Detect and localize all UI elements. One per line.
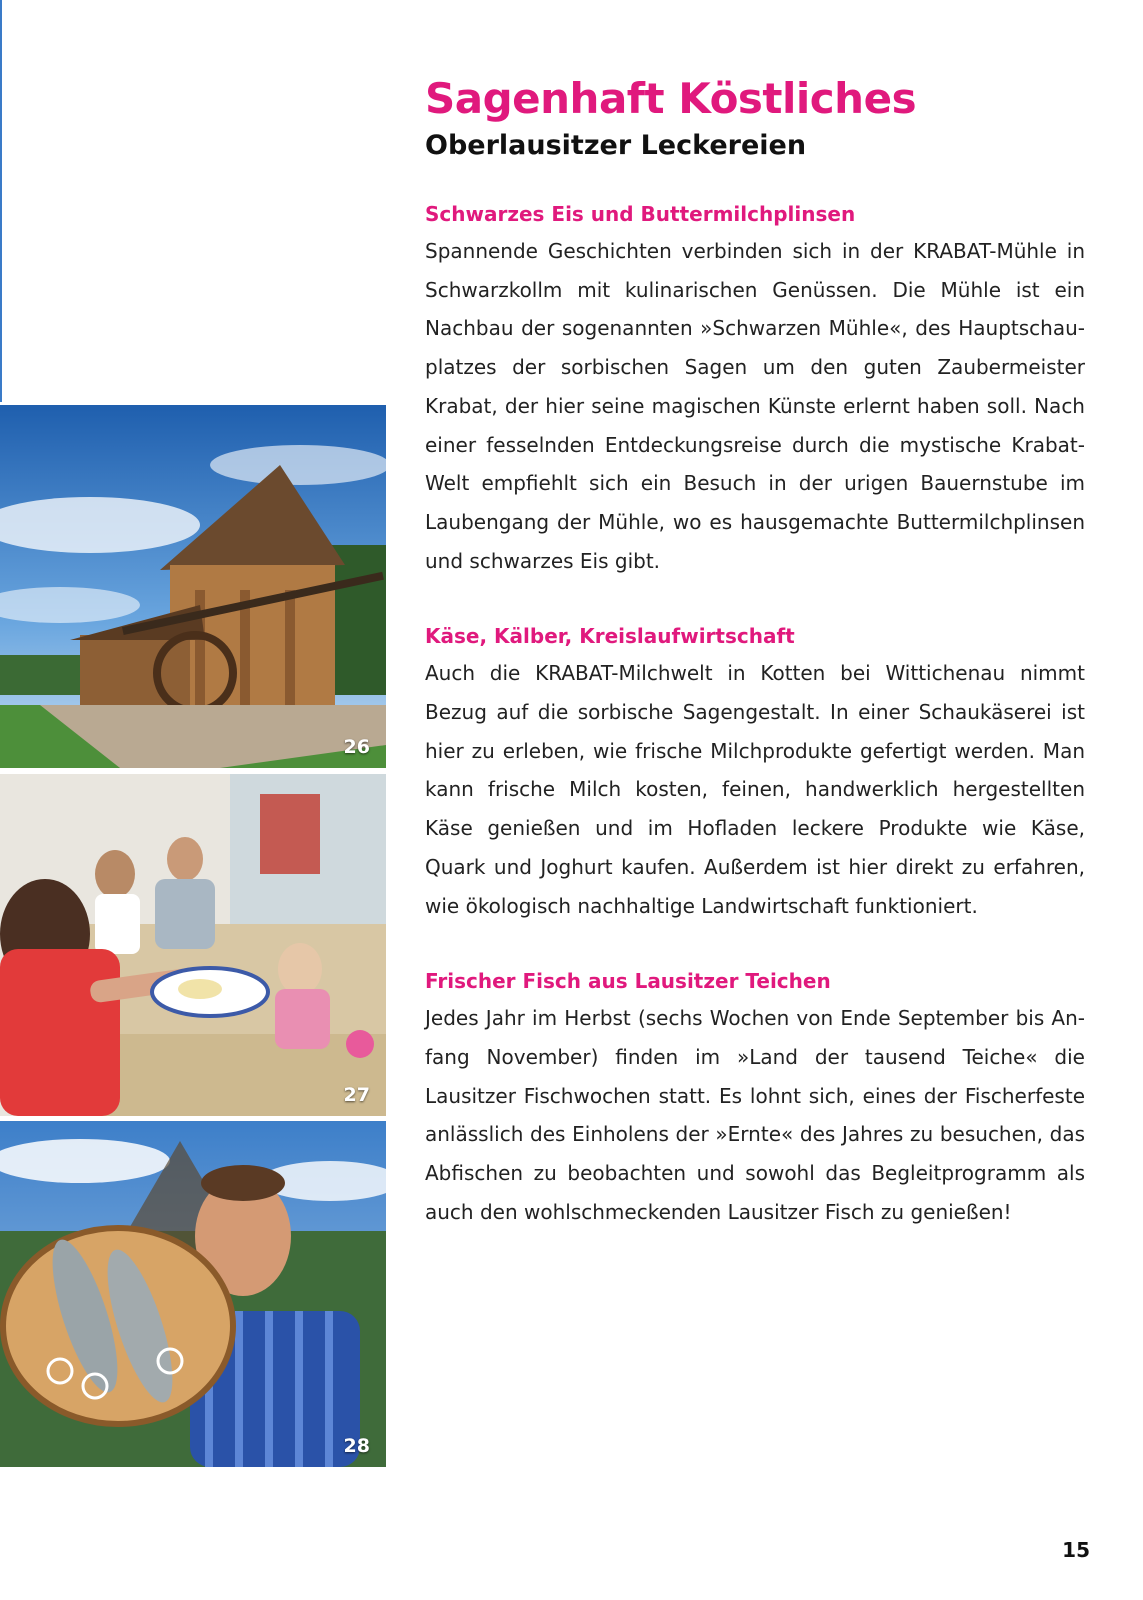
section-body: Spannende Geschichten verbinden sich in der KRABAT-Mühle in Schwarzkollm mit kulinarischen Genüssen. Die Mühle ist ein Nachbau der sogenannten »Schwarzen Mühle«, des Hauptschauplatzes der sorbischen Sagen um den guten Zaubermeister Krabat, der hier seine magischen Künste erlernt haben soll. Nach einer fesselnden Entdeckungsreise durch die mystische Krabat-Welt empfiehlt sich ein Besuch in der urigen Bauernstube im Laubengang der Mühle, wo es hausgemachte Buttermilchplinsen und schwarzes Eis gibt. xyxy=(425,239,1085,573)
section-body: Jedes Jahr im Herbst (sechs Wochen von Ende September bis Anfang November) finden im »Land der tausend Teiche« die Lausitzer Fischwochen statt. Es lohnt sich, eines der Fischerfeste anlässlich des Einholens der »Ernte« des Jahres zu besuchen, das Abfischen zu beobachten und sowohl das Begleitprogramm als auch den wohlschmeckenden Lausitzer Fisch zu genießen! xyxy=(425,1006,1085,1224)
section-body: Auch die KRABAT-Milchwelt in Kotten bei Wittichenau nimmt Bezug auf die sorbische Sagengestalt. In einer Schaukäserei ist hier zu erleben, wie frische Milchprodukte gefertigt werden. Man kann frische Milch kosten, feinen, handwerklich hergestellten Käse genießen und im Hofladen leckere Produkte wie Käse, Quark und Joghurt kaufen. Außerdem ist hier direkt zu erfahren, wie ökologisch nachhaltige Landwirtschaft funktioniert. xyxy=(425,661,1085,918)
fisherman-illustration xyxy=(0,1121,386,1467)
left-edge-line xyxy=(0,0,2,402)
photo-fisherman xyxy=(0,1121,386,1467)
section-heading: Käse, Kälber, Kreislaufwirtschaft xyxy=(425,624,795,649)
page-subtitle: Oberlausitzer Leckereien xyxy=(425,130,807,161)
section-heading: Schwarzes Eis und Buttermilchplinsen xyxy=(425,202,856,226)
section-heading: Frischer Fisch aus Lausitzer Teichen xyxy=(425,969,831,994)
cheese-tasting-illustration xyxy=(0,774,386,1116)
main-content xyxy=(425,70,1085,1231)
page-number: 15 xyxy=(1062,1538,1090,1562)
section-fischwochen xyxy=(425,965,1085,1231)
page-title: Sagenhaft Köstliches xyxy=(425,74,917,123)
photo-cheese-tasting xyxy=(0,774,386,1116)
photo-number: 26 xyxy=(343,736,370,758)
section-krabat-muehle xyxy=(425,198,1085,580)
section-milchwelt xyxy=(425,620,1085,925)
photo-number: 28 xyxy=(343,1435,370,1457)
photo-krabat-mill xyxy=(0,405,386,768)
photo-number: 27 xyxy=(343,1084,370,1106)
mill-illustration xyxy=(0,405,386,768)
